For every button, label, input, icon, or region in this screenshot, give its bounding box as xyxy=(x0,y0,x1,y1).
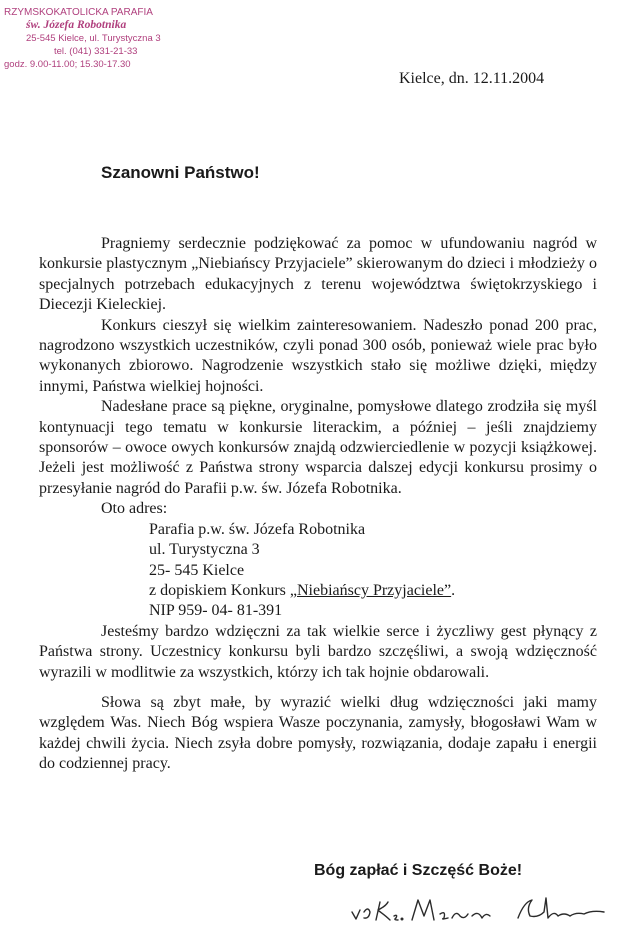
letter-body xyxy=(39,234,597,775)
stamp-line-address: 25-545 Kielce, ul. Turystyczna 3 xyxy=(26,33,161,44)
address-line-street: ul. Turystyczna 3 xyxy=(149,541,260,559)
stamp-line-hours: godz. 9.00-11.00; 15.30-17.30 xyxy=(4,59,131,70)
parish-stamp xyxy=(4,6,209,71)
stamp-line-name: św. Józefa Robotnika xyxy=(26,19,127,31)
address-note-prefix: z dopiskiem Konkurs xyxy=(149,581,290,599)
paragraph-blessing: Słowa są zbyt małe, by wyrazić wielki dług wdzięczności jaki mamy względem Was. Niech Bóg wspiera Wasze poczynania, zamysły, błogosławi Wam w każdej chwili życia. Niech zsyła dobre pomysły, rozwiązania, dodaje zapału i energii do codziennej pracy. xyxy=(39,693,597,773)
address-intro: Oto adres: xyxy=(101,500,168,518)
paragraph-gratitude: Jesteśmy bardzo wdzięczni za tak wielkie serce i życzliwy gest płynący z Państwa strony. Uczestnicy konkursu byli bardzo szczęśliwi, a swoją wdzięczność wyrazili w modlitwie za wszystkich, którzy ich tak hojnie obdarowali. xyxy=(39,622,597,681)
letter-date: Kielce, dn. 12.11.2004 xyxy=(399,70,545,87)
address-line-nip: NIP 959- 04- 81-391 xyxy=(149,602,283,620)
address-line-parish: Parafia p.w. św. Józefa Robotnika xyxy=(149,520,366,538)
salutation: Szanowni Państwo! xyxy=(101,163,260,182)
closing-line: Bóg zapłać i Szczęść Boże! xyxy=(314,862,523,879)
paragraph-contest: Konkurs cieszył się wielkim zainteresowaniem. Nadeszło ponad 200 prac, nagrodzono wszystkich uczestników, czyli ponad 300 osób, ponieważ wiele prac było wykonanych zbiorowo. Nagrodzenie wszystkich stało się możliwe dzięki, między innymi, Państwa wielkiej hojności. xyxy=(39,316,597,395)
handwritten-signature xyxy=(348,892,610,926)
paragraph-continuation: Nadesłane prace są piękne, oryginalne, pomysłowe dlatego zrodziła się myśl kontynuacji tego tematu w konkursie literackim, a później – jeśli znajdziemy sponsorów – owoce owych konkursów znajdą odzwierciedlenie w pozycji książkowej. Jeżeli jest możliwość z Państwa strony wsparcia dalszej edycji konkursu prosimy o przesyłanie nagród do Parafii p.w. św. Józefa Robotnika. xyxy=(39,398,597,497)
address-block xyxy=(39,520,597,622)
address-note-suffix: . xyxy=(451,581,456,599)
address-line-note xyxy=(149,581,597,601)
paragraph-thanks: Pragniemy serdecznie podziękować za pomoc w ufundowaniu nagród w konkursie plastycznym „Niebiańscy Przyjaciele” skierowanym do dzieci i młodzieży o specjalnych potrzebach edukacyjnych z terenu województwa świętokrzyskiego i Diecezji Kieleckiej. xyxy=(39,235,597,314)
address-note-contest-name: „Niebiańscy Przyjaciele” xyxy=(289,581,452,599)
address-line-city: 25- 545 Kielce xyxy=(149,561,245,579)
stamp-line-parish: RZYMSKOKATOLICKA PARAFIA xyxy=(4,7,153,18)
stamp-line-phone: tel. (041) 331-21-33 xyxy=(54,46,138,57)
